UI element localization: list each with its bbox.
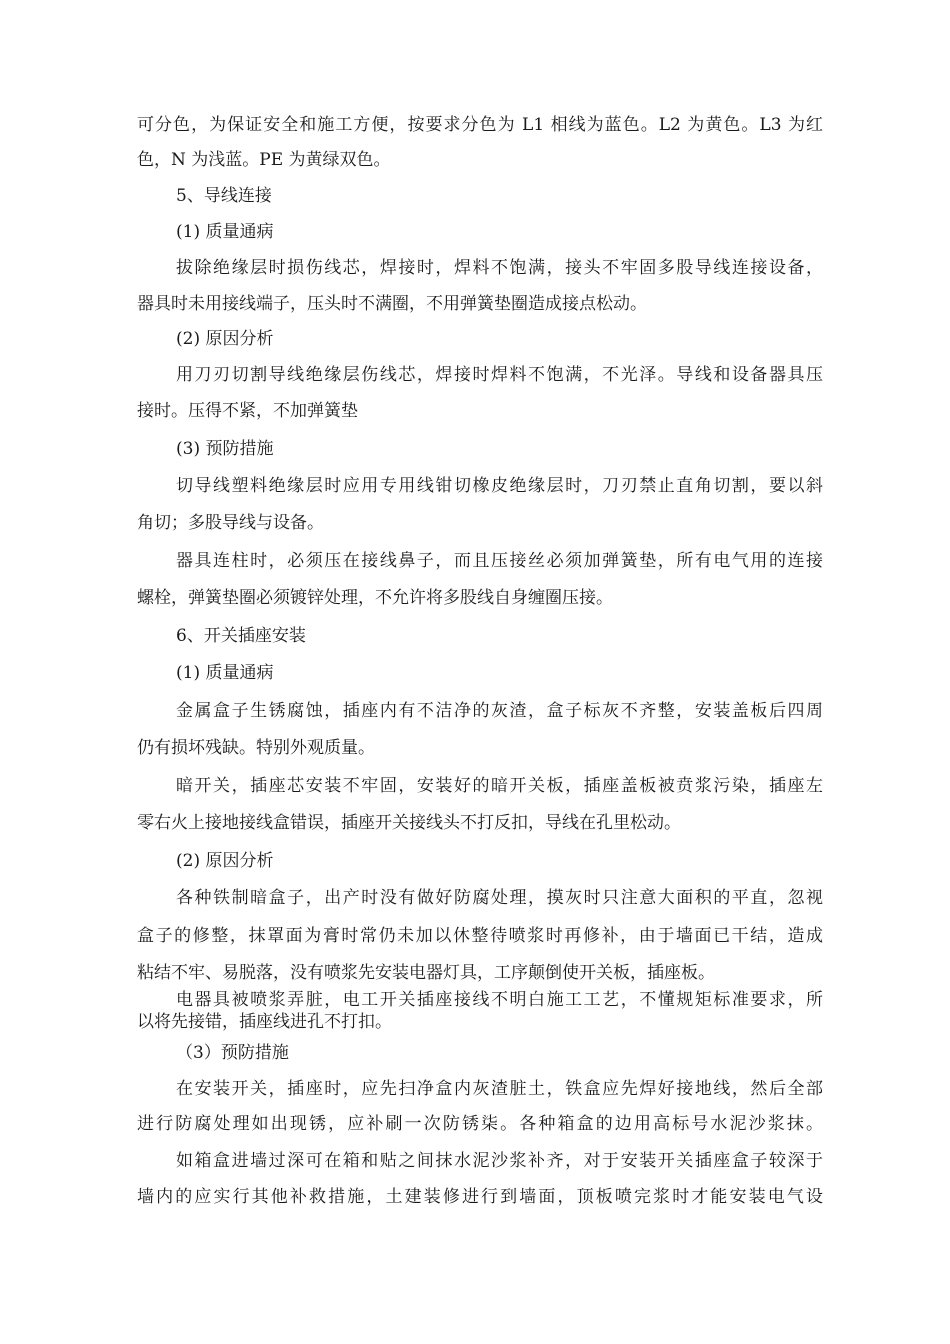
paragraph-line: 器具时未用接线端子，压头时不满圈，不用弹簧垫圈造成接点松动。 — [137, 294, 647, 314]
paragraph-line: 墙内的应实行其他补救措施，土建装修进行到墙面，顶板喷完浆时才能安装电气设 — [137, 1187, 823, 1207]
paragraph-line: 切导线塑料绝缘层时应用专用线钳切橡皮绝缘层时，刀刃禁止直角切割，要以斜 — [176, 476, 823, 496]
paragraph-line: 用刀刃切割导线绝缘层伤线芯，焊接时焊料不饱满，不光泽。导线和设备器具压 — [176, 365, 823, 385]
paragraph-line: 暗开关，插座芯安装不牢固，安装好的暗开关板，插座盖板被贲浆污染，插座左 — [176, 776, 823, 796]
subsection-heading: (2) 原因分析 — [176, 329, 274, 349]
paragraph-line: 如箱盒进墙过深可在箱和贴之间抹水泥沙浆补齐，对于安装开关插座盒子较深于 — [176, 1151, 823, 1171]
paragraph-line: 盒子的修整，抹罩面为膏时常仍未加以休整待喷浆时再修补，由于墙面已干结，造成 — [137, 926, 823, 946]
subsection-heading: (1) 质量通病 — [176, 663, 274, 683]
paragraph-line: 粘结不牢、易脱落，没有喷浆先安装电器灯具，工序颠倒使开关板，插座板。 — [137, 963, 715, 983]
paragraph-line: 角切；多股导线与设备。 — [137, 513, 324, 533]
paragraph-line: 拔除绝缘层时损伤线芯，焊接时，焊料不饱满，接头不牢固多股导线连接设备， — [176, 258, 823, 278]
paragraph-line: 器具连柱时，必须压在接线鼻子，而且压接丝必须加弹簧垫，所有电气用的连接 — [176, 551, 823, 571]
paragraph-line: 接时。压得不紧，不加弹簧垫 — [137, 401, 358, 421]
paragraph-line: 各种铁制暗盒子，出产时没有做好防腐处理，摸灰时只注意大面积的平直，忽视 — [176, 888, 823, 908]
paragraph-line: 螺栓，弹簧垫圈必须镀锌处理，不允许将多股线自身缠圈压接。 — [137, 588, 613, 608]
subsection-heading: (2) 原因分析 — [176, 851, 274, 871]
section-heading: 6、开关插座安装 — [176, 626, 306, 646]
paragraph-line: 可分色，为保证安全和施工方便，按要求分色为 L1 相线为蓝色。L2 为黄色。L3 为红 — [137, 115, 823, 135]
subsection-heading: (3) 预防措施 — [176, 439, 274, 459]
paragraph-line: 金属盒子生锈腐蚀，插座内有不洁净的灰渣，盒子标灰不齐整，安装盖板后四周 — [176, 701, 823, 721]
section-heading: 5、导线连接 — [176, 186, 272, 206]
paragraph-line: 电器具被喷浆弄脏，电工开关插座接线不明白施工工艺，不懂规矩标准要求，所 — [176, 990, 823, 1010]
paragraph-line: 在安装开关，插座时，应先扫净盒内灰渣脏土，铁盒应先焊好接地线，然后全部 — [176, 1079, 823, 1099]
paragraph-line: 仍有损坏残缺。特别外观质量。 — [137, 738, 375, 758]
subsection-heading: （3）预防措施 — [176, 1043, 289, 1063]
subsection-heading: (1) 质量通病 — [176, 222, 274, 242]
paragraph-line: 以将先接错，插座线进孔不打扣。 — [137, 1012, 392, 1032]
paragraph-line: 进行防腐处理如出现锈，应补刷一次防锈柒。各种箱盒的边用高标号水泥沙浆抹。 — [137, 1114, 823, 1134]
paragraph-line: 色，N 为浅蓝。PE 为黄绿双色。 — [137, 150, 391, 170]
paragraph-line: 零右火上接地接线盒错误，插座开关接线头不打反扣，导线在孔里松动。 — [137, 813, 681, 833]
